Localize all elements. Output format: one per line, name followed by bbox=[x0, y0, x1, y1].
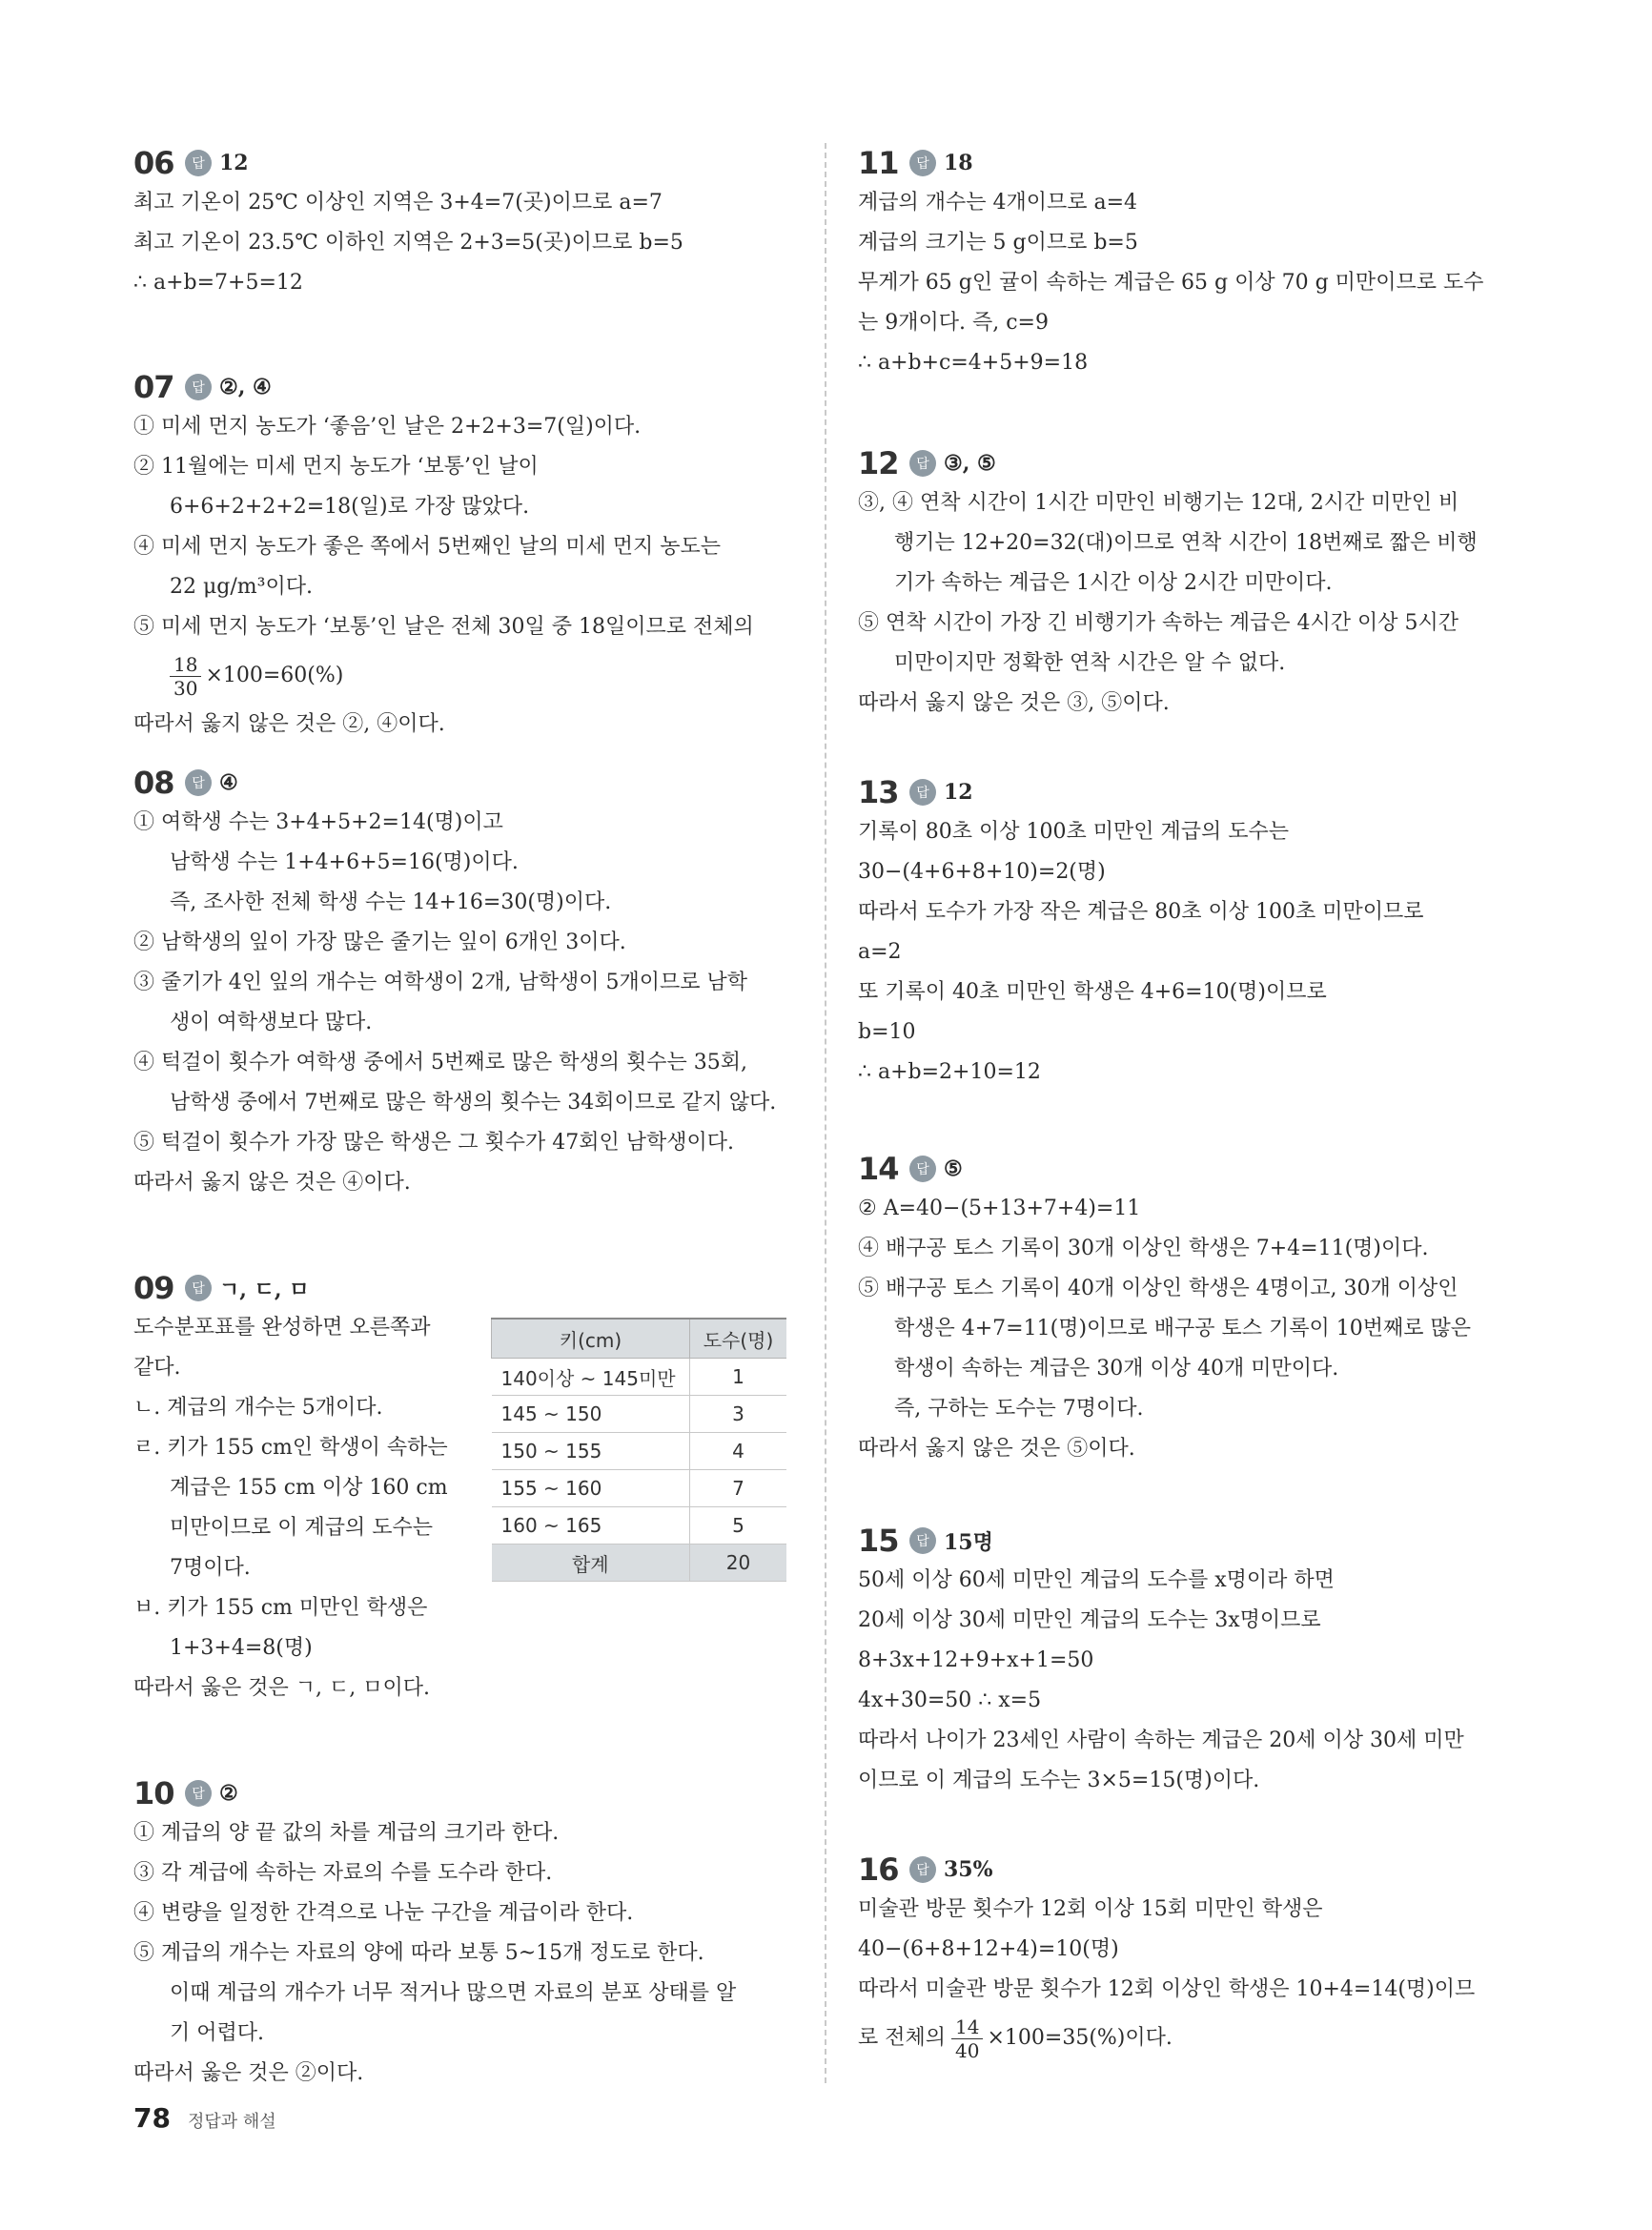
solution-text: ×100=60(%) bbox=[205, 664, 344, 687]
solution-line: 6+6+2+2+2=18(일)로 가장 많았다. bbox=[170, 495, 530, 519]
problem-number: 10 bbox=[133, 1775, 174, 1811]
solution-line: 기가 속하는 계급은 1시간 이상 2시간 미만이다. bbox=[894, 571, 1333, 595]
problem-number: 16 bbox=[858, 1852, 899, 1888]
solution-line: 따라서 옳은 것은 ㄱ, ㄷ, ㅁ이다. bbox=[133, 1676, 430, 1700]
solution-line: ∴ a+b=7+5=12 bbox=[133, 271, 303, 295]
answer-badge: 답 bbox=[185, 1275, 212, 1301]
answer-value: 15명 bbox=[944, 1529, 993, 1555]
solution-line: a=2 bbox=[858, 940, 902, 964]
answer-value: ② bbox=[219, 1781, 238, 1806]
answer-value: ②, ④ bbox=[219, 375, 272, 399]
class-range: 160 ~ 165 bbox=[492, 1507, 690, 1545]
problem-number: 09 bbox=[133, 1270, 174, 1306]
problem-number: 12 bbox=[858, 445, 899, 481]
answer-badge: 답 bbox=[909, 1156, 936, 1182]
fraction bbox=[170, 653, 201, 700]
class-range: 155 ~ 160 bbox=[492, 1470, 690, 1507]
solution-line: 따라서 나이가 23세인 사람이 속하는 계급은 20세 이상 30세 미만 bbox=[858, 1729, 1464, 1752]
total-frequency: 20 bbox=[690, 1545, 787, 1582]
solution-line: 따라서 미술관 방문 횟수가 12회 이상인 학생은 10+4=14(명)이므 bbox=[858, 1977, 1476, 2001]
solution-line: ③, ④ 연착 시간이 1시간 미만인 비행기는 12대, 2시간 미만인 비 bbox=[858, 491, 1459, 515]
problem-14 bbox=[858, 1149, 1516, 1469]
fraction-numerator: 14 bbox=[951, 2015, 983, 2039]
solution-line: 40−(6+8+12+4)=10(명) bbox=[858, 1937, 1119, 1961]
solution-line: ⑤ 계급의 개수는 자료의 양에 따라 보통 5~15개 정도로 한다. bbox=[133, 1941, 704, 1965]
problem-10 bbox=[133, 1773, 791, 2094]
problem-header bbox=[858, 1149, 1516, 1189]
solution-line: ∴ a+b+c=4+5+9=18 bbox=[858, 351, 1089, 375]
problem-number: 08 bbox=[133, 765, 174, 801]
solution-line: 따라서 옳지 않은 것은 ②, ④이다. bbox=[133, 712, 445, 736]
solution-line: 무게가 65 g인 귤이 속하는 계급은 65 g 이상 70 g 미만이므로 도수 bbox=[858, 271, 1484, 295]
solution-line: 7명이다. bbox=[170, 1556, 251, 1580]
answer-badge: 답 bbox=[185, 374, 212, 400]
problem-number: 13 bbox=[858, 774, 899, 810]
total-label: 합계 bbox=[492, 1545, 690, 1582]
solution-line: ② 11월에는 미세 먼지 농도가 ‘보통’인 날이 bbox=[133, 455, 539, 479]
solution-text: 로 전체의 bbox=[858, 2026, 947, 2050]
solution-line: 기록이 80초 이상 100초 미만인 계급의 도수는 bbox=[858, 820, 1289, 844]
solution-line: 도수분포표를 완성하면 오른쪽과 bbox=[133, 1316, 431, 1340]
problem-12 bbox=[858, 443, 1516, 724]
solution-line: ④ 미세 먼지 농도가 좋은 쪽에서 5번째인 날의 미세 먼지 농도는 bbox=[133, 535, 721, 559]
solution-line: 또 기록이 40초 미만인 학생은 4+6=10(명)이므로 bbox=[858, 980, 1327, 1004]
solution-line: 기 어렵다. bbox=[170, 2021, 264, 2045]
class-frequency: 3 bbox=[690, 1396, 787, 1433]
answer-badge: 답 bbox=[185, 1780, 212, 1807]
fraction-numerator: 18 bbox=[170, 653, 201, 677]
solution-line: 행기는 12+20=32(대)이므로 연착 시간이 18번째로 짧은 비행 bbox=[894, 531, 1478, 555]
problem-header bbox=[133, 1268, 791, 1308]
solution-line: ∴ a+b=2+10=12 bbox=[858, 1060, 1041, 1084]
solution-line: 학생이 속하는 계급은 30개 이상 40개 미만이다. bbox=[894, 1357, 1339, 1381]
table-row bbox=[492, 1396, 787, 1433]
class-range: 150 ~ 155 bbox=[492, 1433, 690, 1470]
problem-header bbox=[858, 1521, 1516, 1561]
solution-line: 이므로 이 계급의 도수는 3×5=15(명)이다. bbox=[858, 1769, 1260, 1792]
solution-line: ④ 배구공 토스 기록이 30개 이상인 학생은 7+4=11(명)이다. bbox=[858, 1237, 1429, 1260]
answer-badge: 답 bbox=[909, 1856, 936, 1883]
problem-header bbox=[133, 143, 791, 183]
problem-number: 14 bbox=[858, 1151, 899, 1187]
solution-line: 따라서 옳지 않은 것은 ⑤이다. bbox=[858, 1437, 1135, 1461]
solution-line: ① 여학생 수는 3+4+5+2=14(명)이고 bbox=[133, 810, 503, 834]
problem-09 bbox=[133, 1268, 791, 1708]
problem-header bbox=[133, 1773, 791, 1813]
problem-number: 11 bbox=[858, 145, 899, 181]
table-row bbox=[492, 1359, 787, 1396]
solution-line: 학생은 4+7=11(명)이므로 배구공 토스 기록이 10번째로 많은 bbox=[894, 1317, 1472, 1340]
solution-line: 최고 기온이 25℃ 이상인 지역은 3+4=7(곳)이므로 a=7 bbox=[133, 191, 663, 215]
fraction-line bbox=[133, 647, 791, 705]
solution-line: 따라서 옳은 것은 ②이다. bbox=[133, 2061, 364, 2085]
class-frequency: 5 bbox=[690, 1507, 787, 1545]
frequency-table bbox=[491, 1318, 786, 1582]
solution-line: 따라서 옳지 않은 것은 ③, ⑤이다. bbox=[858, 691, 1170, 715]
fraction-denominator: 40 bbox=[955, 2038, 980, 2062]
problem-header bbox=[858, 443, 1516, 483]
table-row bbox=[492, 1433, 787, 1470]
fraction bbox=[951, 2015, 983, 2062]
class-frequency: 7 bbox=[690, 1470, 787, 1507]
answer-value: ③, ⑤ bbox=[944, 451, 996, 476]
solution-line: ④ 턱걸이 횟수가 여학생 중에서 5번째로 많은 학생의 횟수는 35회, bbox=[133, 1051, 747, 1074]
fraction-denominator: 30 bbox=[173, 676, 198, 700]
answer-badge: 답 bbox=[909, 150, 936, 176]
class-frequency: 4 bbox=[690, 1433, 787, 1470]
answer-badge: 답 bbox=[185, 769, 212, 796]
problem-08 bbox=[133, 763, 791, 1203]
solution-line: 8+3x+12+9+x+1=50 bbox=[858, 1648, 1094, 1672]
solution-text: ×100=35(%)이다. bbox=[987, 2026, 1173, 2050]
solution-line: b=10 bbox=[858, 1020, 916, 1044]
page-footer bbox=[133, 2102, 276, 2134]
problem-15 bbox=[858, 1521, 1516, 1801]
solution-line: ③ 각 계급에 속하는 자료의 수를 도수라 한다. bbox=[133, 1861, 553, 1885]
problem-number: 06 bbox=[133, 145, 174, 181]
answer-badge: 답 bbox=[909, 450, 936, 477]
solution-line: 계급의 개수는 4개이므로 a=4 bbox=[858, 191, 1138, 215]
solution-line: ⑤ 연착 시간이 가장 긴 비행기가 속하는 계급은 4시간 이상 5시간 bbox=[858, 611, 1458, 635]
solution-line: 4x+30=50 ∴ x=5 bbox=[858, 1688, 1042, 1712]
solution-line: 계급은 155 cm 이상 160 cm bbox=[170, 1476, 448, 1500]
solution-line: 최고 기온이 23.5℃ 이하인 지역은 2+3=5(곳)이므로 b=5 bbox=[133, 231, 683, 255]
solution-line: 이때 계급의 개수가 너무 적거나 많으면 자료의 분포 상태를 알 bbox=[170, 1981, 737, 2005]
table-header-height: 키(cm) bbox=[492, 1319, 690, 1359]
solution-line: ㅂ. 키가 155 cm 미만인 학생은 bbox=[133, 1596, 428, 1620]
solution-line: ⑤ 미세 먼지 농도가 ‘보통’인 날은 전체 30일 중 18일이므로 전체의 bbox=[133, 615, 754, 639]
problem-number: 07 bbox=[133, 369, 174, 405]
solution-line: 생이 여학생보다 많다. bbox=[170, 1011, 373, 1034]
solution-line: 같다. bbox=[133, 1356, 181, 1380]
solution-line: ① 미세 먼지 농도가 ‘좋음’인 날은 2+2+3=7(일)이다. bbox=[133, 415, 642, 439]
problem-11 bbox=[858, 143, 1516, 383]
page-number: 78 bbox=[133, 2102, 171, 2134]
answer-value: ④ bbox=[219, 770, 238, 795]
column-divider bbox=[825, 143, 826, 2083]
solution-line: 20세 이상 30세 미만인 계급의 도수는 3x명이므로 bbox=[858, 1608, 1321, 1632]
solution-line: ② 남학생의 잎이 가장 많은 줄기는 잎이 6개인 3이다. bbox=[133, 931, 626, 954]
fraction-line bbox=[858, 2010, 1516, 2067]
problem-16 bbox=[858, 1850, 1516, 2067]
solution-line: ㄴ. 계급의 개수는 5개이다. bbox=[133, 1396, 383, 1420]
solution-line: 따라서 옳지 않은 것은 ④이다. bbox=[133, 1171, 411, 1195]
answer-value: ㄱ, ㄷ, ㅁ bbox=[219, 1277, 310, 1302]
solution-line: 1+3+4=8(명) bbox=[170, 1636, 313, 1660]
answer-value: ⑤ bbox=[944, 1156, 963, 1181]
problem-header bbox=[133, 763, 791, 803]
problem-06 bbox=[133, 143, 791, 303]
solution-line: 는 9개이다. 즉, c=9 bbox=[858, 311, 1049, 335]
problem-07 bbox=[133, 367, 791, 745]
class-range: 145 ~ 150 bbox=[492, 1396, 690, 1433]
answer-value: 12 bbox=[944, 780, 973, 805]
solution-line: 미만이므로 이 계급의 도수는 bbox=[170, 1516, 434, 1540]
solution-line: ⑤ 턱걸이 횟수가 가장 많은 학생은 그 횟수가 47회인 남학생이다. bbox=[133, 1131, 734, 1155]
solution-line: 22 μg/m³이다. bbox=[170, 575, 313, 599]
class-range: 140이상 ~ 145미만 bbox=[492, 1359, 690, 1396]
problem-13 bbox=[858, 772, 1516, 1093]
answer-value: 18 bbox=[944, 151, 973, 175]
answer-value: 12 bbox=[219, 151, 249, 175]
answer-badge: 답 bbox=[185, 150, 212, 176]
solution-line: 50세 이상 60세 미만인 계급의 도수를 x명이라 하면 bbox=[858, 1568, 1335, 1592]
table-row bbox=[492, 1470, 787, 1507]
solution-line: 남학생 중에서 7번째로 많은 학생의 횟수는 34회이므로 같지 않다. bbox=[170, 1091, 777, 1115]
problem-header bbox=[858, 772, 1516, 812]
solution-line: 계급의 크기는 5 g이므로 b=5 bbox=[858, 231, 1138, 255]
solution-line: 남학생 수는 1+4+6+5=16(명)이다. bbox=[170, 850, 519, 874]
solution-line: 미술관 방문 횟수가 12회 이상 15회 미만인 학생은 bbox=[858, 1897, 1323, 1921]
solution-line: 30−(4+6+8+10)=2(명) bbox=[858, 860, 1106, 884]
solution-line: 따라서 도수가 가장 작은 계급은 80초 이상 100초 미만이므로 bbox=[858, 900, 1424, 924]
solution-line: ⑤ 배구공 토스 기록이 40개 이상인 학생은 4명이고, 30개 이상인 bbox=[858, 1277, 1458, 1300]
table-total-row bbox=[492, 1545, 787, 1582]
class-frequency: 1 bbox=[690, 1359, 787, 1396]
solution-line: ③ 줄기가 4인 잎의 개수는 여학생이 2개, 남학생이 5개이므로 남학 bbox=[133, 971, 747, 994]
problem-header bbox=[858, 1850, 1516, 1890]
answer-badge: 답 bbox=[909, 1527, 936, 1554]
solution-line: ① 계급의 양 끝 값의 차를 계급의 크기라 한다. bbox=[133, 1821, 560, 1845]
problem-number: 15 bbox=[858, 1523, 899, 1559]
table-row bbox=[492, 1507, 787, 1545]
solution-line: ㄹ. 키가 155 cm인 학생이 속하는 bbox=[133, 1436, 448, 1460]
answer-value: 35% bbox=[944, 1857, 993, 1882]
section-label: 정답과 해설 bbox=[187, 2112, 276, 2132]
problem-header bbox=[858, 143, 1516, 183]
answer-badge: 답 bbox=[909, 779, 936, 806]
problem-header bbox=[133, 367, 791, 407]
solution-line: 즉, 조사한 전체 학생 수는 14+16=30(명)이다. bbox=[170, 890, 612, 914]
solution-line: ② A=40−(5+13+7+4)=11 bbox=[858, 1197, 1141, 1220]
solution-line: ④ 변량을 일정한 간격으로 나눈 구간을 계급이라 한다. bbox=[133, 1901, 634, 1925]
solution-line: 미만이지만 정확한 연착 시간은 알 수 없다. bbox=[894, 651, 1286, 675]
table-header-frequency: 도수(명) bbox=[690, 1319, 787, 1359]
solution-line: 즉, 구하는 도수는 7명이다. bbox=[894, 1397, 1144, 1421]
